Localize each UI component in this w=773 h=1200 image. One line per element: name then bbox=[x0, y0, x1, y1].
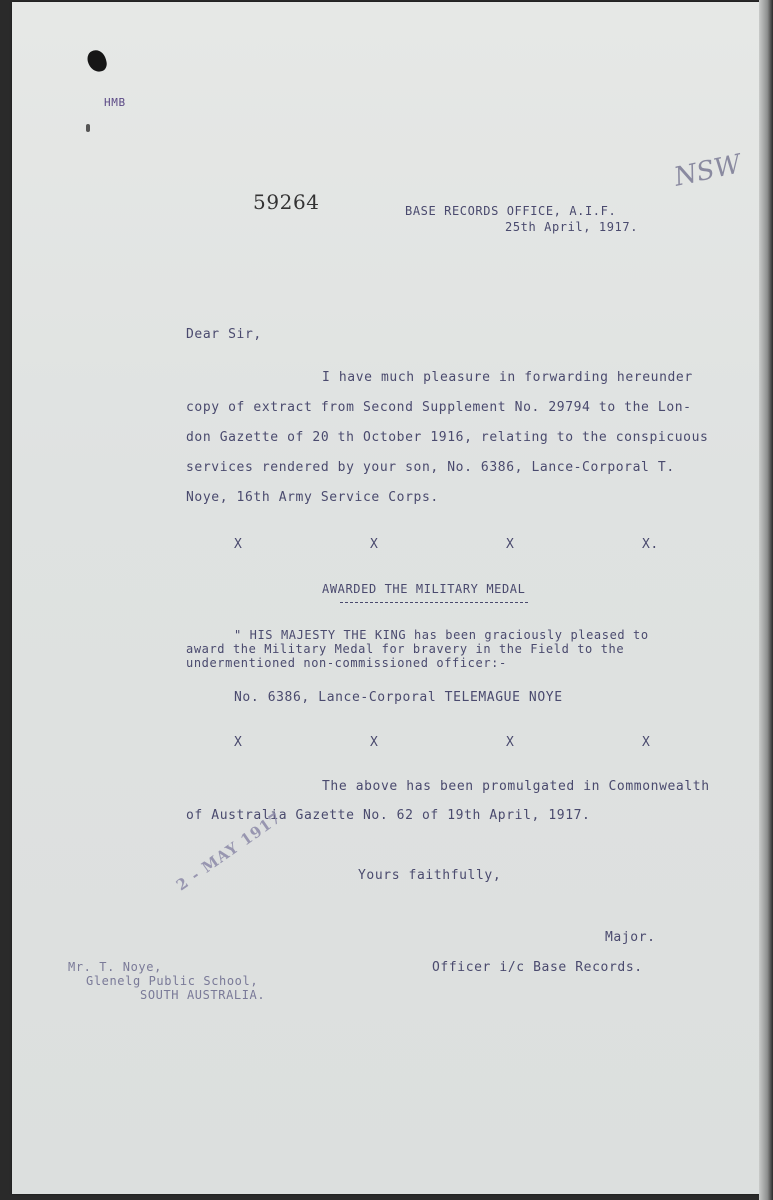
paragraph-line: copy of extract from Second Supplement No. 29794 to the Lon- bbox=[186, 400, 692, 415]
letter-date: 25th April, 1917. bbox=[505, 220, 639, 234]
salutation: Dear Sir, bbox=[186, 327, 262, 342]
valediction: Yours faithfully, bbox=[358, 868, 502, 883]
separator-mark: X bbox=[370, 537, 379, 552]
initials: HMB bbox=[104, 96, 126, 109]
heading-underline bbox=[340, 602, 528, 603]
citation-name: No. 6386, Lance-Corporal TELEMAGUE NOYE bbox=[234, 690, 563, 705]
separator-mark: X bbox=[506, 735, 515, 750]
file-number: 59264 bbox=[253, 190, 320, 214]
paragraph-line: Noye, 16th Army Service Corps. bbox=[186, 490, 439, 505]
letter-page bbox=[12, 2, 760, 1194]
margin-note: NSW bbox=[671, 149, 744, 193]
addressee-state: SOUTH AUSTRALIA. bbox=[140, 988, 266, 1002]
paragraph-line: I have much pleasure in forwarding hereunder bbox=[322, 370, 693, 385]
signatory-title: Officer i/c Base Records. bbox=[432, 960, 643, 975]
addressee-name: Mr. T. Noye, bbox=[68, 960, 162, 974]
separator-mark: X. bbox=[642, 537, 659, 552]
date-received-stamp: 2 - MAY 1917 bbox=[172, 808, 285, 895]
separator-mark: X bbox=[506, 537, 515, 552]
punch-hole bbox=[85, 48, 108, 74]
promulgation-line: The above has been promulgated in Commonwealth bbox=[322, 779, 710, 794]
citation-heading: AWARDED THE MILITARY MEDAL bbox=[322, 582, 526, 596]
separator-mark: X bbox=[370, 735, 379, 750]
separator-mark: X bbox=[642, 735, 651, 750]
paragraph-line: services rendered by your son, No. 6386, Lance-Corporal T. bbox=[186, 460, 675, 475]
office-heading: BASE RECORDS OFFICE, A.I.F. bbox=[405, 204, 617, 218]
signatory-rank: Major. bbox=[605, 930, 656, 945]
separator-mark: X bbox=[234, 735, 243, 750]
citation-line: " HIS MAJESTY THE KING has been graciously pleased to bbox=[234, 628, 649, 642]
citation-line: award the Military Medal for bravery in the Field to the bbox=[186, 642, 625, 656]
addressee-school: Glenelg Public School, bbox=[86, 974, 259, 988]
paragraph-line: don Gazette of 20 th October 1916, relating to the conspicuous bbox=[186, 430, 709, 445]
punch-mark bbox=[86, 124, 90, 132]
promulgation-line: of Australia Gazette No. 62 of 19th April, 1917. bbox=[186, 808, 591, 823]
separator-mark: X bbox=[234, 537, 243, 552]
page-edge-shadow bbox=[759, 0, 773, 1200]
citation-line: undermentioned non-commissioned officer:- bbox=[186, 656, 507, 670]
